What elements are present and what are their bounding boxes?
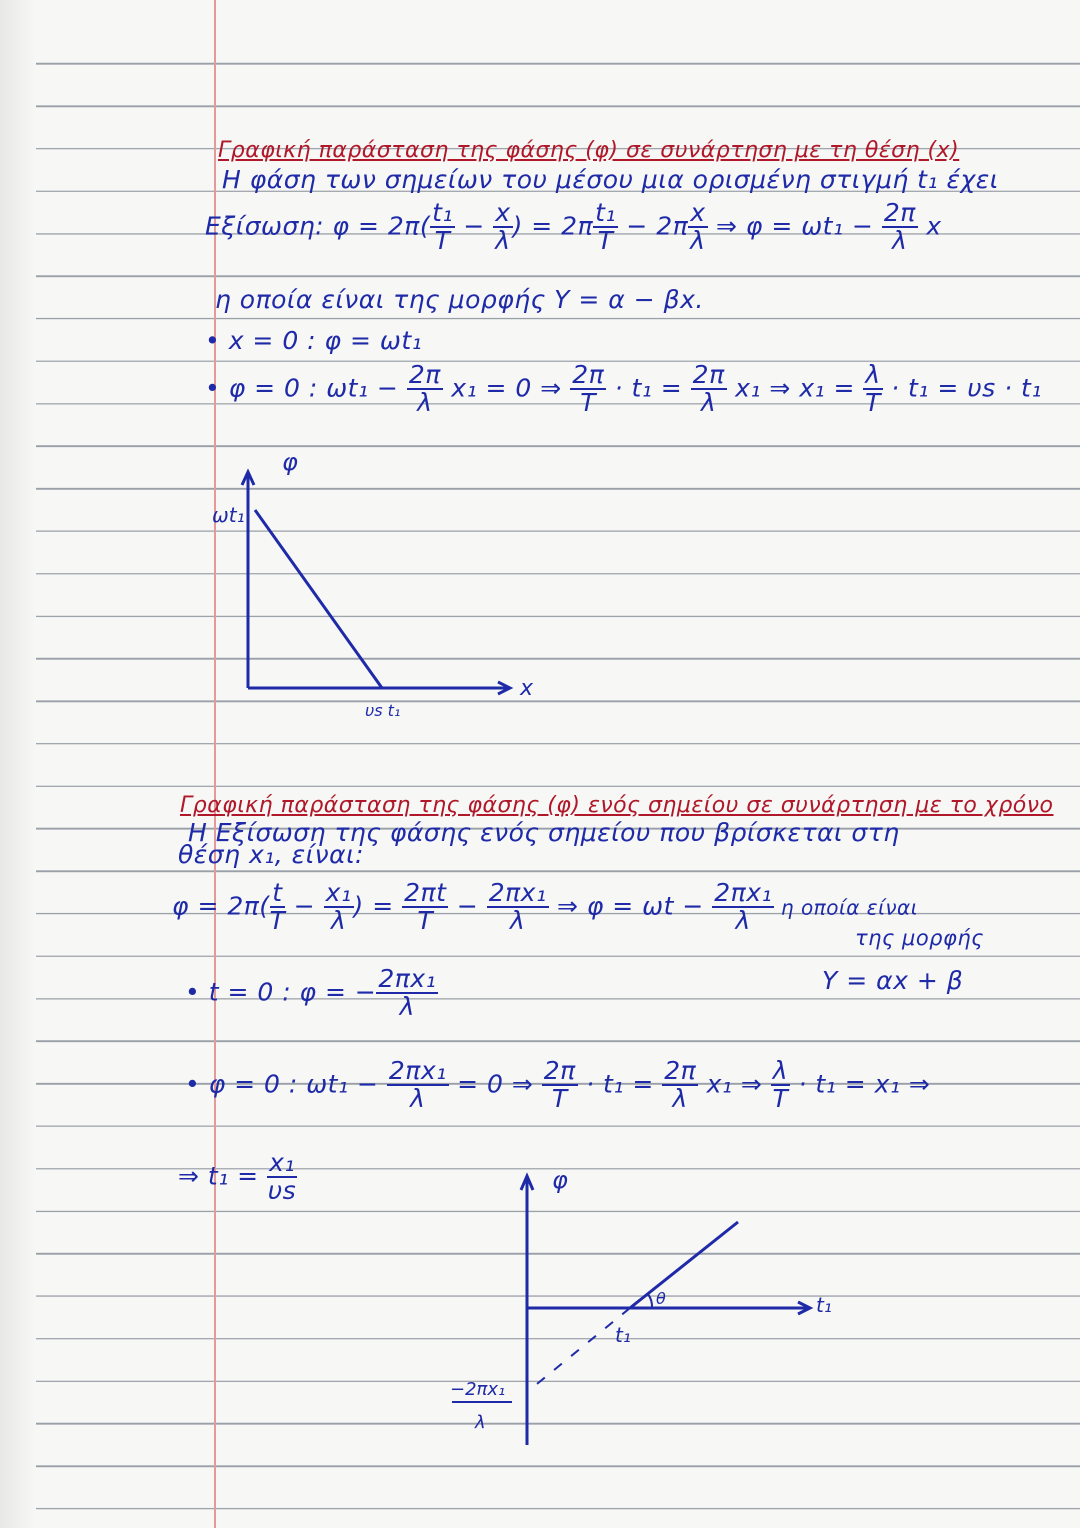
section2-intro2: θέση x₁, είναι: [178,840,364,869]
graph1-y-intercept: ωt₁ [212,503,245,527]
graph2-y-label: φ [552,1166,568,1194]
eq-part: φ = 2π( [332,211,431,241]
section2-form1: της μορφής [855,926,984,950]
eq-label: Εξίσωση: [205,211,325,241]
section2-bullet2: • φ = 0 : ωt₁ − $\frac{\text{2πx₁}}{\lambda}$ = 0 ⇒ $\frac{2\pi}{T}$ · t₁ = $\frac{2\pi}{\lambda}$ x₁ ⇒ $\frac{\lambda}{T}$ · t₁ = x₁ ⇒ [185,1056,931,1114]
graph2-x-intercept: t₁ [615,1323,631,1347]
fraction: $\frac{2\pi}{\lambda}$ [883,198,916,256]
graph1-phase-vs-position [242,472,510,694]
section2-heading: Γραφική παράσταση της φάσης (φ) ενός σημείου σε συνάρτηση με το χρόνο [180,793,1054,818]
section2-equation: φ = 2π( $\frac{t}{T}$ − $\frac{\text{x₁}}{\lambda}$ ) = $\frac{2\pi t}{T}$ − $\frac{\text{2πx₁}}{\lambda}$ ⇒ φ = ωt − $\frac{\text{2πx₁}}{\lambda}$ η οποία είναι [172,878,918,936]
fraction: $\frac{\text{t₁}}{T}$ [432,198,453,256]
section1-bullet2: • φ = 0 : ωt₁ − $\frac{2\pi}{\lambda}$ x₁ = 0 ⇒ $\frac{2\pi}{T}$ · t₁ = $\frac{2\pi}{\lambda}$ x₁ ⇒ x₁ = $\frac{\lambda}{T}$ · t₁ = υs · t₁ [205,360,1042,418]
graph2-y-intercept-num: −2πx₁ [450,1379,506,1400]
section2-bullet1: • t = 0 : φ = − $\frac{\text{2πx₁}}{\lambda}$ [185,964,437,1022]
graph2-dashed-extension [532,1308,630,1388]
graph1-line [255,510,382,688]
graph1-x-intercept: υs t₁ [365,701,401,720]
graph2-x-label: t₁ [816,1293,832,1317]
fraction: $\frac{x}{\lambda}$ [690,198,706,256]
fraction: $\frac{\text{t₁}}{T}$ [595,198,616,256]
section1-equation: Εξίσωση: φ = 2π( $\frac{\text{t₁}}{T}$ − $\frac{x}{\lambda}$ ) = 2π $\frac{\text{t₁}}{T}$ − 2π $\frac{x}{\lambda}$ ⇒ φ = ωt₁ − $\frac{2\pi}{\lambda}$ x [205,198,942,256]
graph1-x-label: x [520,676,534,701]
fraction: $\frac{x}{\lambda}$ [495,198,511,256]
graph1-y-label: φ [282,448,298,476]
section1-heading: Γραφική παράσταση της φάσης (φ) σε συνάρτηση με τη θέση (x) [218,138,960,163]
graph2-angle-arc [648,1294,652,1308]
section2-intro1: Η Εξίσωση της φάσης ενός σημείου που βρίσκεται στη [188,818,900,847]
section1-bullet1: • x = 0 : φ = ωt₁ [205,326,423,355]
graph2-phase-vs-time [521,1176,810,1445]
section2-result: ⇒ t₁ = $\frac{\text{x₁}}{\upsilon s}$ [178,1148,297,1206]
section1-intro: Η φάση των σημείων του μέσου μια ορισμένη στιγμή t₁ έχει [222,165,999,194]
section2-form2: Y = αx + β [822,966,964,995]
graph2-angle-label: θ [656,1289,666,1308]
graph2-line [630,1222,738,1308]
graph2-y-intercept-den: λ [475,1412,486,1433]
section1-form: η οποία είναι της μορφής Y = α − βx. [215,285,704,314]
